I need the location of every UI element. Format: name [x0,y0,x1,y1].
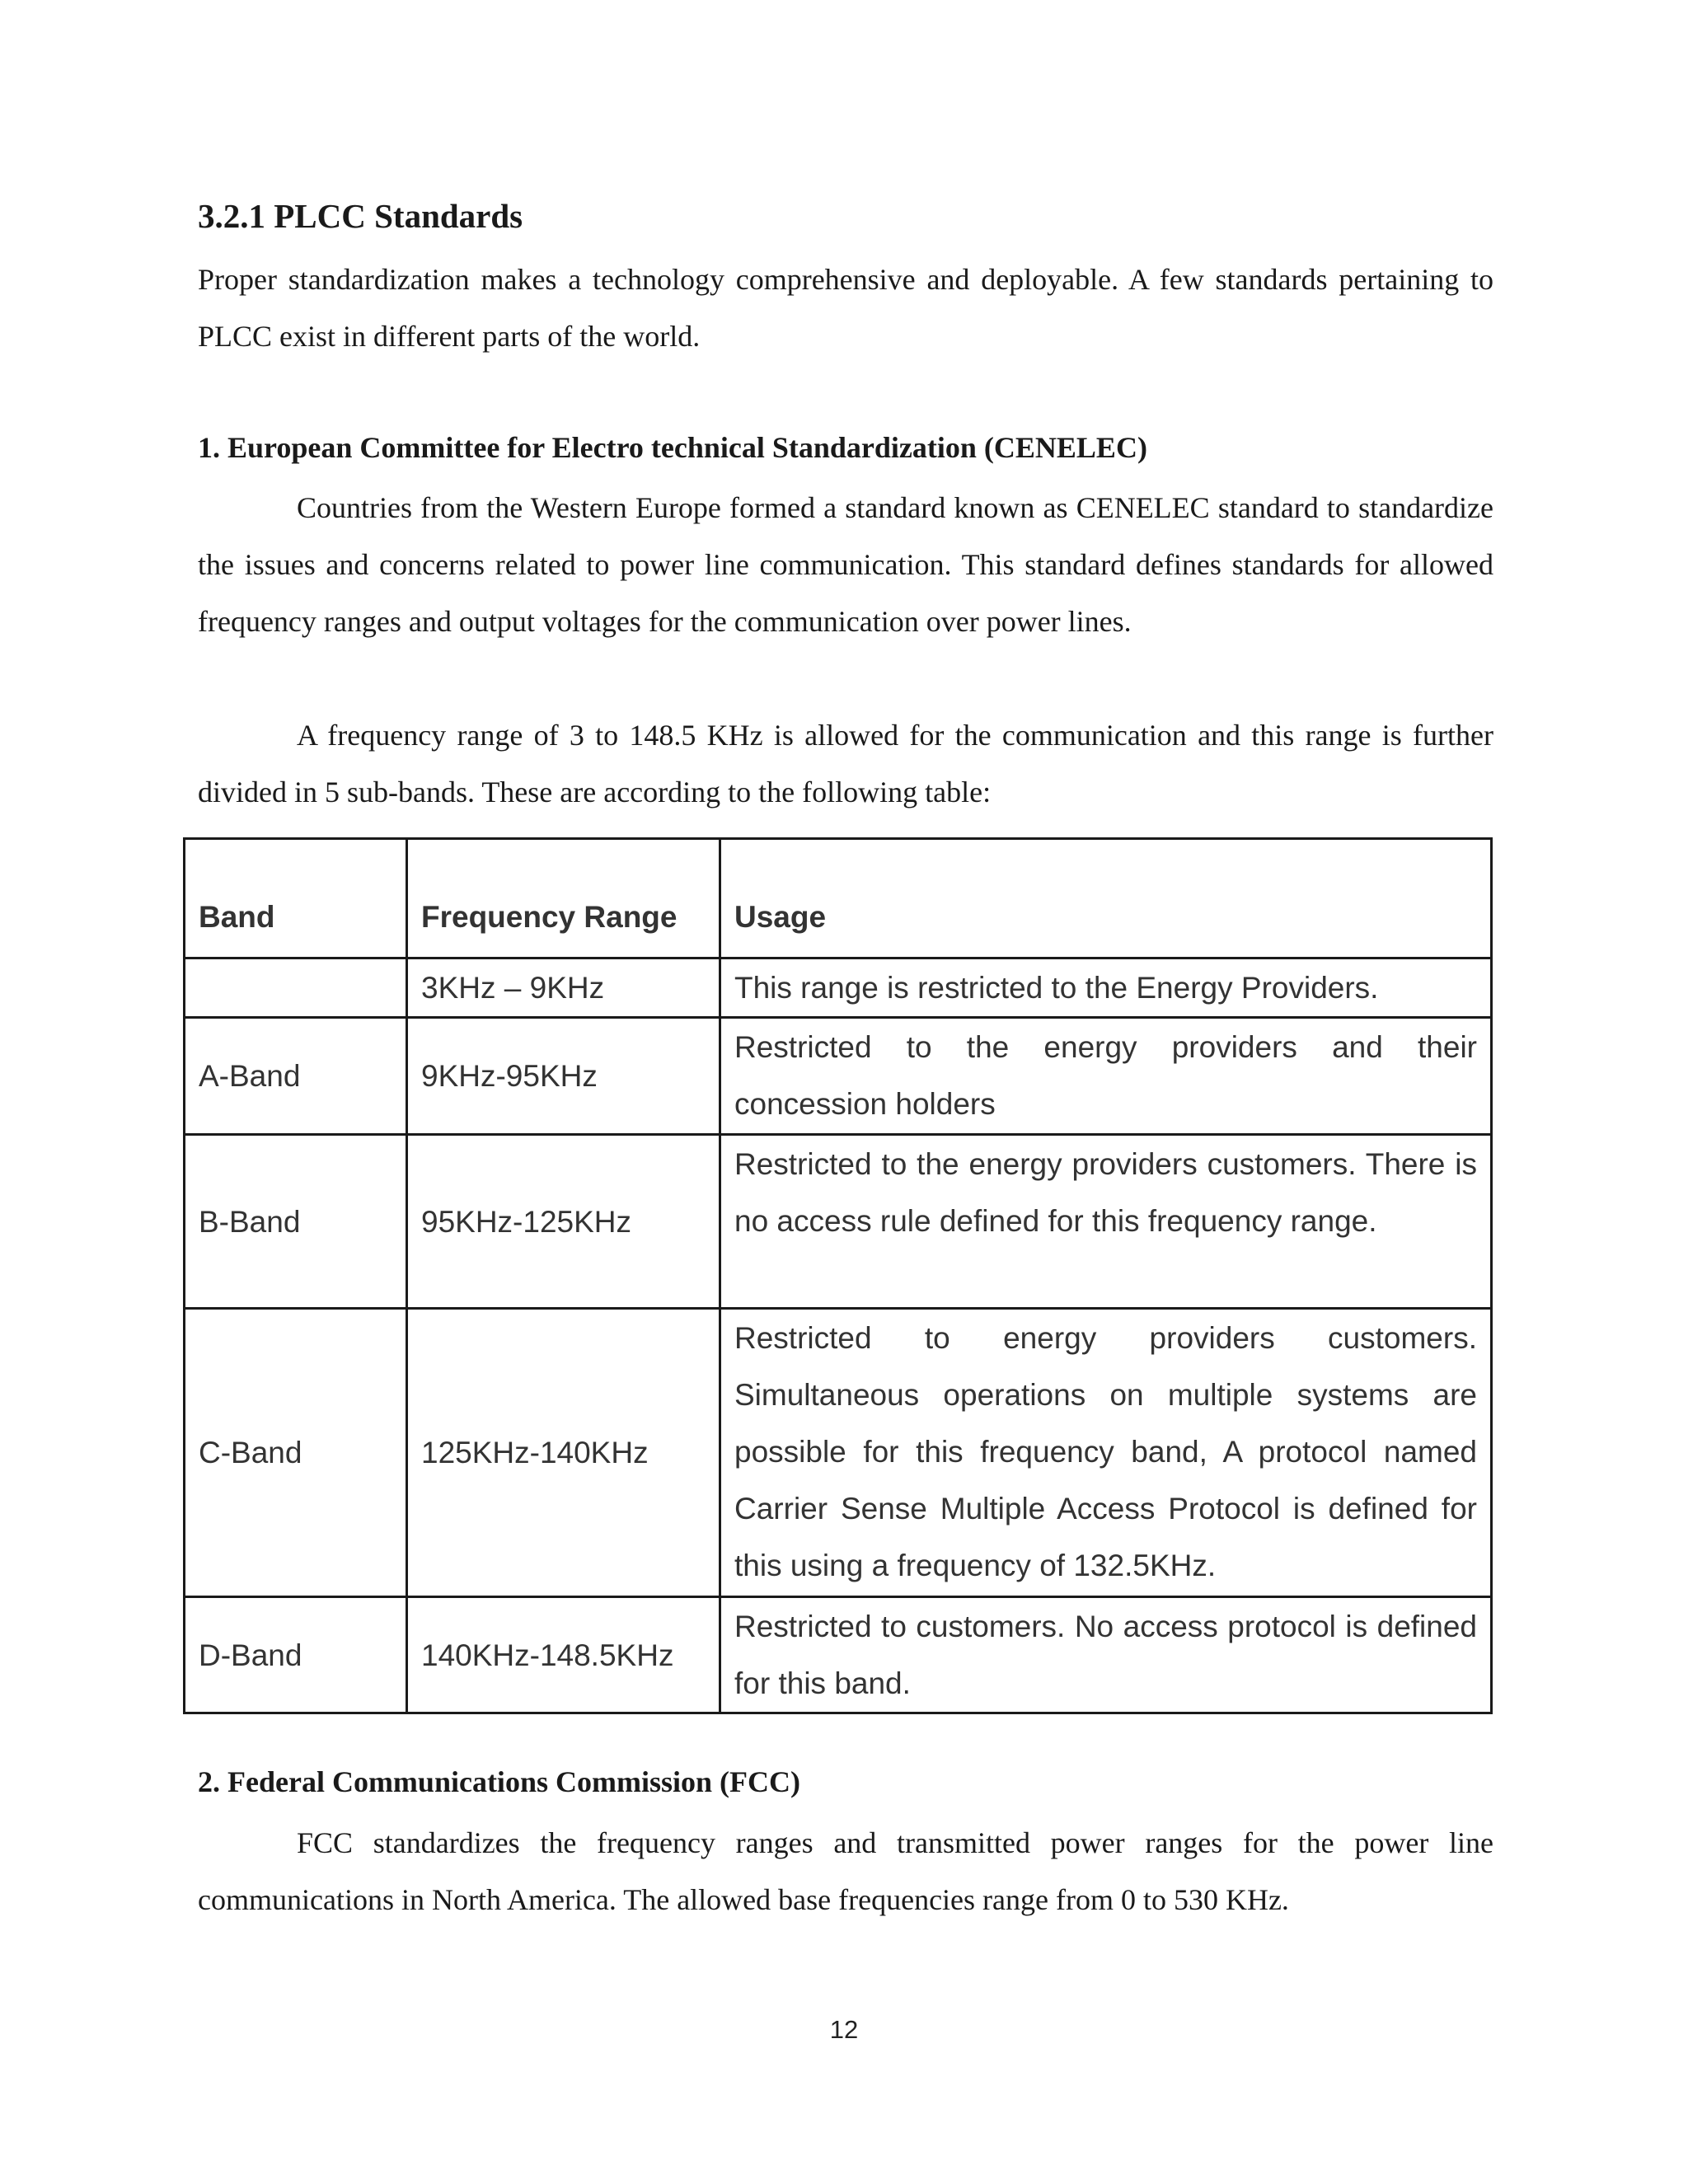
page-number: 12 [829,2015,859,2044]
band-cell: A-Band [185,1018,407,1135]
table-row [185,1309,1492,1597]
band-cell: C-Band [185,1309,407,1597]
table-row [185,1135,1492,1309]
header-frequency-range: Frequency Range [407,839,720,958]
cenelec-heading: 1. European Committee for Electro technical Standardization (CENELEC) [198,431,1147,464]
band-cell [185,958,407,1018]
cenelec-paragraph-2: A frequency range of 3 to 148.5 KHz is allowed for the communication and this range is further divided in 5 sub-bands. These are according to the following table: [198,719,1493,808]
table-header-row [185,839,1492,958]
frequency-band-table [183,837,1493,1714]
range-cell: 9KHz-95KHz [407,1018,720,1135]
cenelec-paragraph-1: Countries from the Western Europe formed a standard known as CENELEC standard to standardize the issues and concerns related to power line communication. This standard defines standards for allowed frequency ranges and output voltages for the communication over power lines. [198,491,1493,638]
table-row [185,958,1492,1018]
band-cell: B-Band [185,1135,407,1309]
range-cell: 3KHz – 9KHz [407,958,720,1018]
band-cell: D-Band [185,1597,407,1713]
intro-paragraph: Proper standardization makes a technology comprehensive and deployable. A few standards pertaining to PLCC exist in different parts of the world. [198,263,1493,353]
header-band: Band [185,839,407,958]
usage-cell: Restricted to customers. No access protocol is defined for this band. [720,1597,1492,1713]
usage-cell: Restricted to the energy providers and their concession holders [720,1018,1492,1135]
usage-cell: Restricted to the energy providers customers. There is no access rule defined for this frequency range. [720,1135,1492,1309]
fcc-paragraph: FCC standardizes the frequency ranges and transmitted power ranges for the power line communications in North America. The allowed base frequencies range from 0 to 530 KHz. [198,1826,1493,1916]
range-cell: 95KHz-125KHz [407,1135,720,1309]
range-cell: 125KHz-140KHz [407,1309,720,1597]
table-row [185,1018,1492,1135]
range-cell: 140KHz-148.5KHz [407,1597,720,1713]
usage-cell: This range is restricted to the Energy Providers. [720,958,1492,1018]
section-title: 3.2.1 PLCC Standards [198,197,523,235]
header-usage: Usage [720,839,1492,958]
table-row [185,1597,1492,1713]
usage-cell: Restricted to energy providers customers. Simultaneous operations on multiple systems are possible for this frequency band, A protocol named Carrier Sense Multiple Access Protocol is defined for this using a frequency of 132.5KHz. [720,1309,1492,1597]
fcc-heading: 2. Federal Communications Commission (FCC) [198,1765,800,1798]
